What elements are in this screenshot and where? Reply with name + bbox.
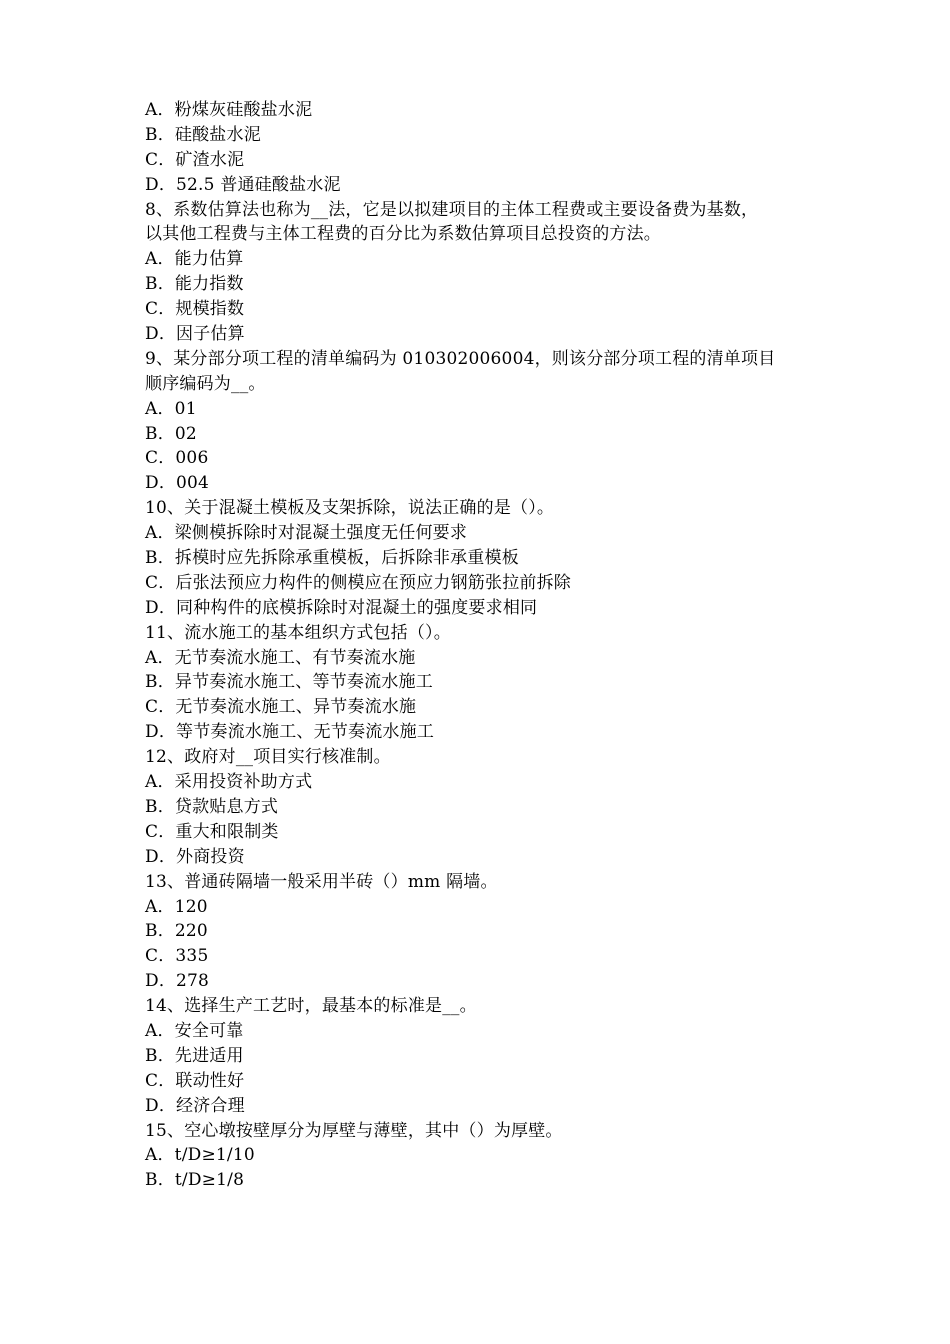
option-line: C．联动性好 bbox=[145, 1070, 245, 1091]
option-line: B．先进适用 bbox=[145, 1045, 244, 1066]
option-line: D．同种构件的底模拆除时对混凝土的强度要求相同 bbox=[145, 597, 538, 618]
option-line: D．004 bbox=[145, 473, 210, 494]
option-line: B．硅酸盐水泥 bbox=[145, 124, 261, 145]
question-8-line-2: 以其他工程费与主体工程费的百分比为系数估算项目总投资的方法。 bbox=[145, 224, 661, 245]
question-13: 13、普通砖隔墙一般采用半砖（）mm 隔墙。 bbox=[145, 871, 498, 892]
option-line: A．安全可靠 bbox=[145, 1020, 244, 1041]
option-line: B．220 bbox=[145, 921, 208, 942]
option-line: A．采用投资补助方式 bbox=[145, 772, 313, 793]
option-line: D．经济合理 bbox=[145, 1095, 245, 1116]
option-line: A．无节奏流水施工、有节奏流水施 bbox=[145, 647, 416, 668]
option-line: D．外商投资 bbox=[145, 846, 245, 867]
option-line: C．后张法预应力构件的侧模应在预应力钢筋张拉前拆除 bbox=[145, 572, 572, 593]
option-line: A．t/D≥1/10 bbox=[145, 1145, 255, 1166]
question-9-line-2: 顺序编码为__。 bbox=[145, 373, 266, 394]
option-line: B．能力指数 bbox=[145, 274, 244, 295]
option-line: C．006 bbox=[145, 448, 209, 469]
option-line: A．能力估算 bbox=[145, 249, 244, 270]
option-line: C．矿渣水泥 bbox=[145, 149, 245, 170]
option-line: C．规模指数 bbox=[145, 299, 245, 320]
option-line: C．335 bbox=[145, 946, 209, 967]
option-line: B．t/D≥1/8 bbox=[145, 1170, 245, 1191]
option-line: A．120 bbox=[145, 896, 208, 917]
question-14: 14、选择生产工艺时，最基本的标准是__。 bbox=[145, 996, 477, 1017]
option-line: C．重大和限制类 bbox=[145, 821, 279, 842]
option-line: B．拆模时应先拆除承重模板，后拆除非承重模板 bbox=[145, 548, 519, 569]
option-line: B．02 bbox=[145, 423, 197, 444]
option-line: D．等节奏流水施工、无节奏流水施工 bbox=[145, 722, 435, 743]
option-line: A．粉煤灰硅酸盐水泥 bbox=[145, 100, 313, 120]
option-line: A．01 bbox=[145, 398, 197, 419]
option-line: D．因子估算 bbox=[145, 324, 245, 345]
document-body bbox=[145, 98, 825, 1193]
option-line: C．无节奏流水施工、异节奏流水施 bbox=[145, 697, 417, 718]
question-11: 11、流水施工的基本组织方式包括（）。 bbox=[145, 622, 451, 643]
question-15: 15、空心墩按壁厚分为厚壁与薄壁，其中（）为厚壁。 bbox=[145, 1120, 563, 1141]
question-12: 12、政府对__项目实行核准制。 bbox=[145, 747, 391, 768]
option-line: B．异节奏流水施工、等节奏流水施工 bbox=[145, 672, 433, 693]
option-line: D．52.5 普通硅酸盐水泥 bbox=[145, 174, 341, 195]
option-line: D．278 bbox=[145, 971, 210, 992]
option-line: A．梁侧模拆除时对混凝土强度无任何要求 bbox=[145, 523, 468, 544]
question-10: 10、关于混凝土模板及支架拆除，说法正确的是（）。 bbox=[145, 498, 555, 519]
question-9-line-1: 9、某分部分项工程的清单编码为 010302006004，则该分部分项工程的清单项目 bbox=[145, 348, 776, 369]
option-line: B．贷款贴息方式 bbox=[145, 796, 279, 817]
question-8-line-1: 8、系数估算法也称为__法，它是以拟建项目的主体工程费或主要设备费为基数， bbox=[145, 199, 759, 220]
